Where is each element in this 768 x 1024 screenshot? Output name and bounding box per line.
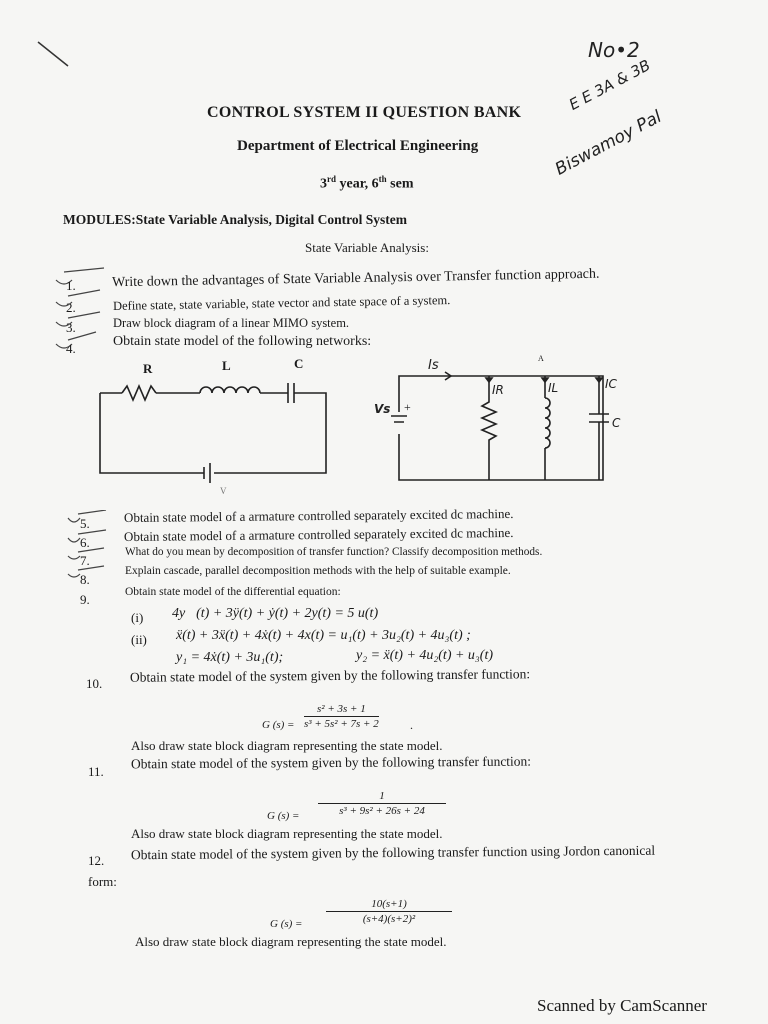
question-2: Define state, state variable, state vector and state space of a system.	[112, 293, 451, 313]
section-heading: State Variable Analysis:	[305, 240, 429, 255]
question-number: 5.	[80, 516, 90, 531]
label-l: L	[222, 358, 231, 373]
question-5: Obtain state model of a armature controlled separately excited dc machine.	[123, 505, 514, 526]
tf10-lhs: G (s) =	[262, 719, 295, 731]
equation-ii-a: ẍ(t) + 3ẍ(t) + 4ẋ(t) + 4x(t) = u₁(t) + 3u₂(t) + 4u₃(t) ;	[176, 628, 471, 643]
handwritten-signature: Biswamoy Pal	[552, 106, 666, 180]
question-12: Obtain state model of the system given by the following transfer function using Jordon canonical	[130, 842, 656, 863]
label-c: C	[294, 356, 304, 371]
question-number: 12.	[88, 853, 105, 868]
question-number: 3.	[66, 320, 76, 335]
question-number: 4.	[66, 341, 76, 356]
question-12-cont: form:	[88, 874, 117, 889]
label-is: Is	[428, 358, 439, 373]
pen-stroke-mark	[0, 0, 768, 120]
tf12-note: Also draw state block diagram representing the state model.	[135, 934, 447, 949]
question-7: What do you mean by decomposition of transfer function? Classify decomposition methods.	[125, 546, 543, 558]
circuit-rlc-parallel	[385, 362, 625, 502]
tf11-lhs: G (s) =	[267, 810, 300, 822]
question-number: 2.	[66, 300, 76, 315]
tf12-lhs: G (s) =	[270, 918, 303, 930]
question-9: Obtain state model of the differential equation:	[125, 586, 341, 598]
label-v: V	[220, 486, 227, 496]
tf11-fraction	[318, 790, 446, 817]
question-10: Obtain state model of the system given by the following transfer function:	[129, 666, 531, 685]
tf12-fraction	[326, 898, 452, 925]
tf11-denominator: s³ + 9s² + 26s + 24	[339, 805, 425, 817]
tf12-denominator: (s+4)(s+2)²	[362, 913, 416, 925]
tf10-denominator: s³ + 5s² + 7s + 2	[304, 718, 379, 730]
label-il: IL	[548, 381, 559, 395]
question-number: 6.	[80, 535, 90, 550]
label-ic: IC	[605, 377, 617, 391]
question-1: Write down the advantages of State Variable Analysis over Transfer function approach.	[111, 266, 600, 291]
question-6: Obtain state model of a armature controlled separately excited dc machine.	[123, 524, 514, 545]
question-number: 1.	[66, 278, 76, 293]
tf12-numerator: 10(s+1)	[326, 898, 452, 912]
question-4: Obtain state model of the following networks:	[113, 334, 372, 349]
tf10-fraction	[304, 703, 379, 730]
modules-line: MODULES:State Variable Analysis, Digital Control System	[63, 212, 408, 227]
tf11-note: Also draw state block diagram representing the state model.	[131, 826, 443, 841]
tf10-period: .	[410, 718, 413, 732]
class-tag: E E 3A & 3B	[566, 56, 654, 114]
question-3: Draw block diagram of a linear MIMO system.	[113, 316, 350, 330]
department: Department of Electrical Engineering	[237, 138, 479, 154]
label-r: R	[143, 361, 153, 376]
page-note: No•2	[588, 38, 640, 62]
equation-i: 4y⃛(t) + 3ÿ(t) + ẏ(t) + 2y(t) = 5 u(t)	[172, 606, 379, 621]
tf11-numerator: 1	[318, 790, 446, 804]
label-ir: IR	[492, 383, 504, 397]
question-number: 9.	[80, 592, 90, 607]
tf10-note: Also draw state block diagram representing the state model.	[131, 738, 443, 753]
circuit-rlc-series	[92, 355, 332, 495]
label-plus: +	[404, 400, 411, 414]
question-8: Explain cascade, parallel decomposition methods with the help of suitable example.	[125, 565, 511, 577]
label-vs: Vs	[374, 402, 391, 416]
label-c2: C	[612, 416, 621, 430]
question-11: Obtain state model of the system given by the following transfer function:	[130, 753, 532, 772]
question-number: 8.	[80, 572, 90, 587]
year-sem: 3rd year, 6th sem	[320, 174, 414, 192]
question-number: 7.	[80, 553, 90, 568]
label-node-a: A	[538, 354, 544, 363]
scanner-watermark: Scanned by CamScanner	[537, 996, 707, 1015]
doc-title: CONTROL SYSTEM II QUESTION BANK	[207, 104, 522, 121]
eq-i-label: (i)	[131, 610, 144, 625]
tf10-numerator: s² + 3s + 1	[304, 703, 379, 717]
eq-ii-label: (ii)	[131, 632, 147, 647]
equation-ii-b2: y₂ = ẍ(t) + 4u₂(t) + u₃(t)	[356, 648, 494, 663]
equation-ii-b1: y₁ = 4ẋ(t) + 3u₁(t);	[176, 650, 284, 665]
question-number: 10.	[86, 676, 103, 691]
question-number: 11.	[88, 764, 104, 779]
